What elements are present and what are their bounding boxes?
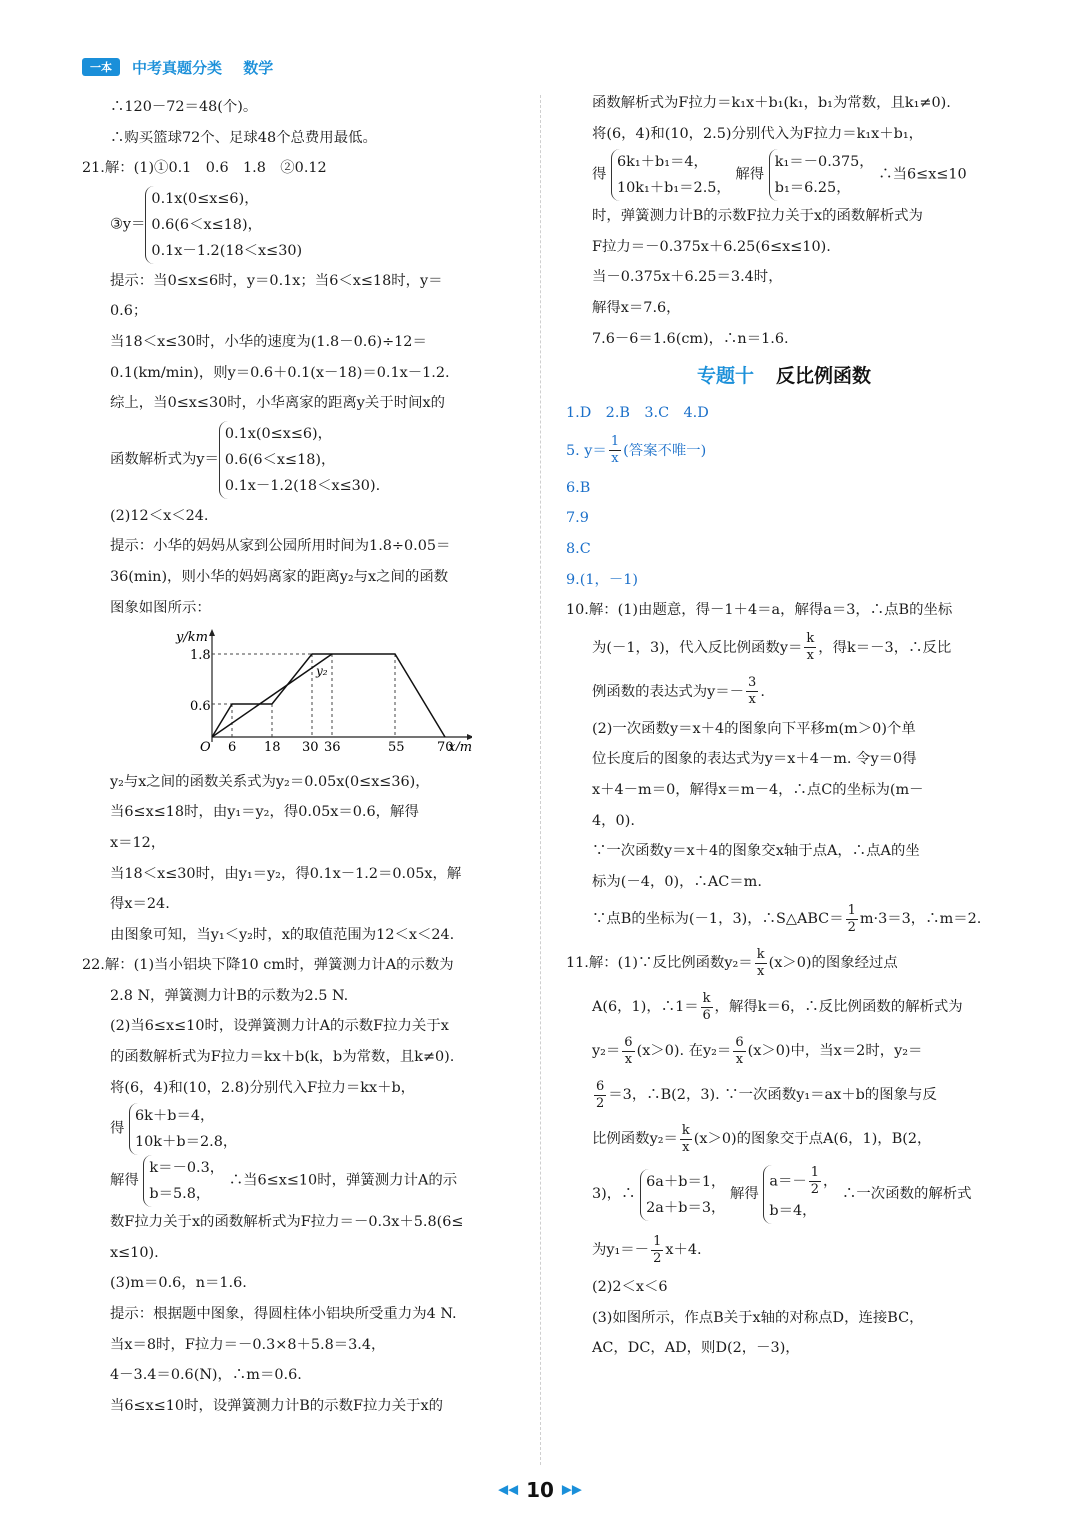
system-row: 0.6(6＜x≤18)，: [224, 451, 336, 468]
math-text: a＝－: [769, 1173, 807, 1190]
page-number: 10: [526, 1478, 554, 1502]
page-footer: [0, 1478, 1080, 1502]
math-text: ③y＝: [110, 216, 146, 233]
system-row: 0.1x(0≤x≤6)，: [224, 425, 333, 442]
denominator: 2: [847, 919, 856, 935]
system-row: 0.1x－1.2(18＜x≤30): [151, 242, 303, 259]
text-line: F拉力＝－0.375x＋6.25(6≤x≤10).: [592, 238, 831, 255]
math-line: [566, 1073, 1002, 1117]
math-line: [566, 670, 1002, 714]
text-line: 得x＝24.: [110, 896, 170, 913]
numerator: 1: [847, 902, 856, 918]
math-text: 为y₁＝－: [592, 1242, 650, 1259]
brace-system: [143, 1155, 224, 1207]
next-page-icon[interactable]: ▶▶: [561, 1482, 582, 1498]
y-tick-0.6: 0.6: [190, 699, 211, 715]
text-line: (3)如图所示，作点B关于x轴的对称点D，连接BC，: [592, 1309, 924, 1326]
text-line: 10.解：(1)由题意，得－1＋4＝a，解得a＝3，∴点B的坐标: [566, 602, 953, 619]
denominator: x: [735, 1051, 744, 1067]
text-line: (2)2＜x＜6: [592, 1279, 668, 1296]
y1-line: [212, 654, 445, 737]
system-row: 0.6(6＜x≤18)，: [151, 216, 262, 233]
math-line: [566, 1029, 1002, 1073]
denominator: x: [624, 1051, 633, 1067]
text-line: 提示：小华的妈妈从家到公园所用时间为1.8÷0.05＝: [110, 538, 451, 555]
section-title: [566, 356, 1002, 396]
numerator: k: [806, 631, 815, 647]
y-tick-1.8: 1.8: [190, 648, 211, 664]
piecewise-function: [82, 421, 514, 499]
text-line: x＋4－m＝0，解得x＝m－4，∴点C的坐标为(m－: [592, 781, 924, 798]
numerator: k: [702, 990, 711, 1006]
text-line: 当18＜x≤30时，小华的速度为(1.8－0.6)÷12＝: [110, 333, 427, 350]
numerator: k: [756, 946, 765, 962]
math-text: ∴一次函数的解析式: [842, 1186, 972, 1203]
numerator: k: [681, 1122, 690, 1138]
fraction: [701, 991, 713, 1024]
denominator: x: [756, 963, 765, 979]
text-line: 36(min)，则小华的妈妈离家的距离y₂与x之间的函数: [110, 568, 449, 585]
brace-system: [145, 186, 302, 264]
math-text: (x＞0). 在y₂＝: [636, 1043, 732, 1060]
denominator: x: [806, 648, 814, 664]
numerator: 3: [748, 675, 757, 691]
text-line: 4－3.4＝0.6(N)，∴m＝0.6.: [110, 1367, 302, 1384]
math-text: (x＞0)的图象经过点: [768, 955, 898, 972]
numerator: 6: [735, 1034, 744, 1050]
x-tick-70: 70: [437, 740, 454, 752]
y-axis-label: y/km: [176, 630, 208, 646]
text-line: 当－0.375x＋6.25＝3.4时，: [592, 269, 783, 286]
previous-page-icon[interactable]: ◀◀: [498, 1482, 519, 1498]
text-line: 解：(1)①0.1 0.6 1.8 ②0.12: [104, 160, 327, 177]
system-row: b＝4，: [769, 1203, 817, 1220]
math-text: .: [760, 683, 765, 700]
math-text: ，解得k＝6，∴反比例函数的解析式为: [714, 999, 963, 1016]
question-number: 22.: [82, 957, 105, 974]
denominator: 6: [702, 1007, 711, 1023]
math-line: [566, 1117, 1002, 1161]
system-row: 6a＋b＝1，: [646, 1173, 726, 1190]
text-line: 当18＜x≤30时，由y₁＝y₂，得0.1x－1.2＝0.05x，解: [110, 865, 462, 882]
question-22: [82, 950, 514, 981]
numerator: 1: [653, 1233, 662, 1249]
denominator: 2: [596, 1095, 605, 1111]
numerator: 6: [624, 1034, 633, 1050]
section-name: 反比例函数: [776, 365, 872, 388]
text-line: (3)m＝0.6，n＝1.6.: [110, 1275, 247, 1292]
denominator: x: [748, 692, 756, 708]
math-text: 3)，∴: [592, 1186, 636, 1203]
equation-system: [566, 149, 1002, 201]
system-row: b₁＝6.25，: [774, 180, 851, 197]
brace-system: [640, 1169, 725, 1221]
math-text: 例函数的表达式为y＝－: [592, 683, 745, 700]
text-line: 4，0).: [592, 812, 635, 829]
system-row: b＝5.8，: [149, 1186, 211, 1203]
brace-system: [611, 149, 731, 201]
math-line: [566, 897, 1002, 941]
system-row: k＝－0.3，: [149, 1160, 225, 1177]
text-line: 标为(－4，0)，∴AC＝m.: [592, 873, 762, 890]
math-text: ∵点B的坐标为(－1，3)，∴S△ABC＝: [592, 911, 844, 928]
system-row: 0.1x－1.2(18＜x≤30).: [224, 477, 381, 494]
math-line: [566, 985, 1002, 1029]
x-tick-6: 6: [228, 740, 237, 752]
math-text: 得: [110, 1120, 125, 1137]
text-line: 时，弹簧测力计B的示数F拉力关于x的函数解析式为: [592, 208, 923, 225]
left-column: [82, 92, 514, 1421]
fraction: [809, 1165, 821, 1198]
equation-system: [566, 1165, 1002, 1224]
question-21: [82, 153, 514, 184]
text-line: 7.6－6＝1.6(cm)，∴n＝1.6.: [592, 330, 789, 347]
page-header: [82, 55, 289, 79]
numerator: 6: [596, 1078, 605, 1094]
math-text: (x＞0)的图象交于点A(6，1)，B(2，: [693, 1131, 932, 1148]
answer-line: 1.D 2.B 3.C 4.D: [566, 405, 709, 422]
text-line: 图象如图所示：: [110, 599, 211, 616]
distance-time-graph: [112, 627, 472, 751]
brace-system: [219, 421, 380, 499]
text-line: 位长度后的图象的表达式为y＝x＋4－m. 令y＝0得: [592, 751, 917, 768]
text-line: (2)当6≤x≤10时，设弹簧测力计A的示数F拉力关于x: [110, 1018, 449, 1035]
text-line: (2)一次函数y＝x＋4的图象向下平移m(m＞0)个单: [592, 720, 916, 737]
numerator: 1: [810, 1165, 820, 1181]
math-text: 函数解析式为y＝: [110, 451, 219, 468]
text-line: x＝12，: [110, 834, 166, 851]
text-line: (2)12＜x＜24.: [110, 507, 209, 524]
math-text: m·3＝3，∴m＝2.: [859, 911, 982, 928]
x-tick-36: 36: [324, 740, 341, 752]
text-line: AC，DC，AD，则D(2，－3)，: [592, 1340, 800, 1357]
system-row: 10k₁＋b₁＝2.5，: [616, 180, 731, 197]
x-tick-55: 55: [388, 740, 405, 752]
x-tick-18: 18: [264, 740, 281, 752]
column-divider: [540, 95, 541, 1465]
math-text: 为(－1，3)，代入反比例函数y＝: [592, 639, 803, 656]
numerator: 1: [610, 434, 620, 450]
fraction: [651, 1234, 663, 1267]
y-axis-arrow: [209, 629, 215, 636]
answer-line: 6.B: [566, 479, 591, 496]
math-text: ，得k＝－3，∴反比: [818, 639, 952, 656]
text-line: 解得x＝7.6，: [592, 299, 681, 316]
fraction: [755, 947, 767, 980]
text-line: 0.1(km/min)，则y＝0.6＋0.1(x－18)＝0.1x－1.2.: [110, 364, 450, 381]
answer-line: 7.9: [566, 510, 589, 527]
denominator: x: [611, 451, 619, 467]
fraction: [733, 1035, 745, 1068]
text-line: 由图象可知，当y₁＜y₂时，x的取值范围为12＜x＜24.: [110, 926, 455, 943]
equation-system: [82, 1155, 514, 1207]
x-tick-30: 30: [302, 740, 319, 752]
text-line: 当6≤x≤18时，由y₁＝y₂，得0.05x＝0.6，解得: [110, 804, 419, 821]
text-line: 将(6，4)和(10，2.8)分别代入F拉力＝kx＋b，: [110, 1079, 416, 1096]
math-text: ∴当6≤x≤10时，弹簧测力计A的示: [228, 1172, 458, 1189]
math-text: ∴当6≤x≤10: [878, 166, 967, 183]
math-line: [566, 941, 1002, 985]
fraction: [846, 903, 858, 936]
text-line: 提示：根据题中图象，得圆柱体小铝块所受重力为4 N.: [110, 1306, 457, 1323]
denominator: x: [682, 1139, 690, 1155]
math-text: 解得: [735, 166, 765, 183]
x-axis-label: x/m: [448, 740, 472, 752]
question-number: 21.: [82, 160, 105, 177]
series-title: 中考真题分类: [132, 58, 223, 77]
text-line: 将(6，4)和(10，2.5)分别代入为F拉力＝k₁x＋b₁，: [592, 125, 924, 142]
answer-line: [566, 429, 1002, 473]
math-text: ＝3，∴B(2，3). ∵一次函数y₁＝ax＋b的图象与反: [608, 1087, 937, 1104]
system-row: 6k＋b＝4，: [134, 1108, 215, 1125]
math-text: 解得: [730, 1186, 759, 1203]
right-column: [566, 88, 1002, 1364]
fraction: [622, 1035, 634, 1068]
answer-line: 8.C: [566, 540, 591, 557]
fraction: [746, 675, 758, 708]
fraction: [609, 434, 621, 467]
brace-system: [769, 149, 874, 201]
math-text: (x＞0)中，当x＝2时，y₂＝: [747, 1043, 923, 1060]
text-line: 数F拉力关于x的函数解析式为F拉力＝－0.3x＋5.8(6≤: [110, 1214, 464, 1231]
text-line: 当6≤x≤10时，设弹簧测力计B的示数F拉力关于x的: [110, 1397, 444, 1414]
text-line: 综上，当0≤x≤30时，小华离家的距离y关于时间x的: [110, 395, 445, 412]
text-line: 当x＝8时，F拉力＝－0.3×8＋5.8＝3.4，: [110, 1336, 386, 1353]
denominator: 2: [653, 1250, 662, 1266]
piecewise-function: [82, 186, 514, 264]
denominator: 2: [810, 1182, 820, 1198]
text-line: 函数解析式为F拉力＝k₁x＋b₁(k₁，b₁为常数，且k₁≠0).: [592, 95, 951, 111]
math-text: y₂＝: [592, 1043, 621, 1060]
math-text: x＋4.: [665, 1242, 702, 1259]
brand-logo: 一本: [82, 58, 120, 76]
math-text: ，: [823, 1173, 838, 1190]
math-text: 比例函数y₂＝: [592, 1131, 678, 1148]
math-text: A(6，1)，∴1＝: [592, 999, 699, 1016]
math-text: (答案不唯一): [623, 442, 707, 459]
text-line: 0.6；: [110, 303, 148, 320]
math-line: [566, 626, 1002, 670]
system-row: 2a＋b＝3，: [646, 1199, 726, 1216]
system-row: 0.1x(0≤x≤6)，: [151, 190, 259, 207]
math-text: 得: [592, 166, 607, 183]
brace-system: [129, 1103, 237, 1155]
brace-system: [763, 1165, 837, 1224]
system-row: 6k₁＋b₁＝4，: [616, 154, 708, 171]
origin-label: O: [200, 740, 211, 752]
answer-line: 9.(1，－1): [566, 571, 639, 588]
text-line: 解：(1)当小铝块下降10 cm时，弹簧测力计A的示数为: [104, 957, 454, 974]
text-line: y₂与x之间的函数关系式为y₂＝0.05x(0≤x≤36)，: [110, 773, 430, 790]
equation-system: [82, 1103, 514, 1155]
y2-label: y₂: [316, 664, 328, 679]
system-row: 10k＋b＝2.8，: [134, 1134, 238, 1151]
text-line: ∵一次函数y＝x＋4的图象交x轴于点A，∴点A的坐: [592, 843, 920, 860]
fraction: [594, 1079, 606, 1112]
fraction: [804, 631, 816, 664]
book-title: [132, 57, 289, 78]
section-number: 专题十: [696, 365, 754, 388]
system-row: k₁＝－0.375，: [774, 154, 874, 171]
math-text: 5. y＝: [566, 442, 607, 459]
text-line: ∴购买篮球72个、足球48个总费用最低。: [110, 129, 377, 146]
text-line: 2.8 N，弹簧测力计B的示数为2.5 N.: [110, 987, 349, 1004]
math-text: 11.解：(1)∵反比例函数y₂＝: [566, 955, 753, 972]
system-row: [769, 1165, 837, 1198]
subject-label: 数学: [243, 58, 274, 77]
text-line: 提示：当0≤x≤6时，y＝0.1x；当6＜x≤18时，y＝: [110, 272, 443, 289]
text-line: x≤10).: [110, 1244, 159, 1261]
fraction: [680, 1123, 692, 1156]
math-line: [566, 1228, 1002, 1272]
text-line: 的函数解析式为F拉力＝kx＋b(k，b为常数，且k≠0).: [110, 1049, 455, 1066]
math-text: 解得: [110, 1172, 139, 1189]
text-line: ∴120－72＝48(个)。: [110, 99, 258, 115]
